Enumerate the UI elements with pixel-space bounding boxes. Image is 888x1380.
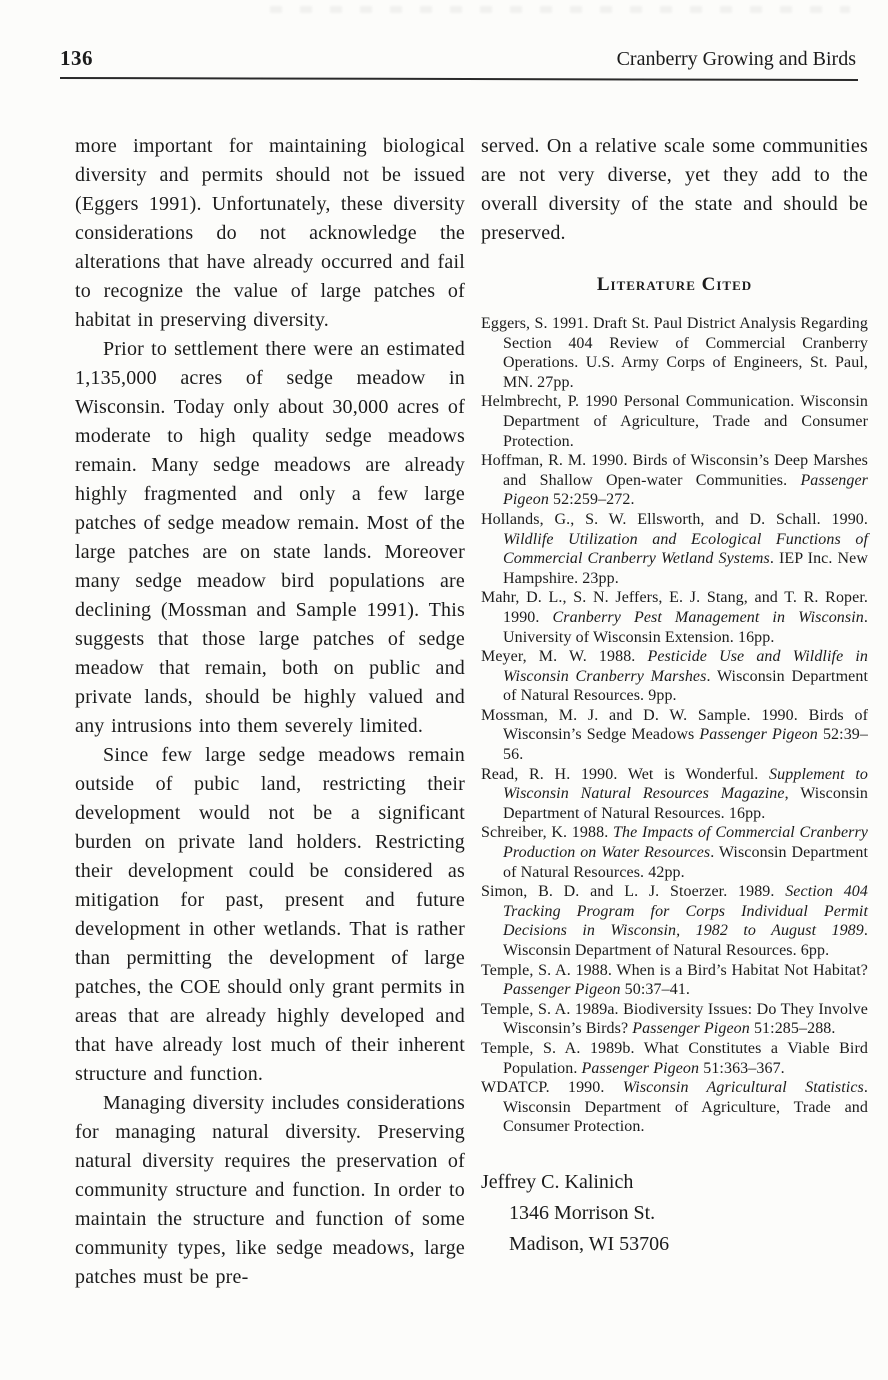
reference-item: Hoffman, R. M. 1990. Birds of Wisconsin’s Deep Marshes and Shallow Open-water Communities. Passenger Pigeon 52:259–272. [481,452,868,509]
running-title: Cranberry Growing and Birds [616,48,856,70]
reference-list [481,314,868,1137]
continuation-paragraph: served. On a relative scale some communities are not very diverse, yet they add to the overall diversity of the state and should be preserved. [481,135,868,244]
reference-item: Helmbrecht, P. 1990 Personal Communication. Wisconsin Department of Agriculture, Trade and Consumer Protection. [481,393,868,450]
paragraph: Prior to settlement there were an estimated 1,135,000 acres of sedge meadow in Wisconsin. Today only about 30,000 acres of moderate to high quality sedge meadows remain. Many sedge meadows are already highly fragmented and only a few large patches of sedge meadow remain. Most of the large patches are on state lands. Moreover many sedge meadow bird populations are declining (Mossman and Sample 1991). This suggests that those large patches of sedge meadow that remain, both on public and private lands, should be highly valued and any intrusions into them severely limited. [75,338,465,737]
reference-item: WDATCP. 1990. Wisconsin Agricultural Statistics. Wisconsin Department of Agriculture, Trade and Consumer Protection. [481,1079,868,1136]
page-number: 136 [60,46,93,70]
right-column [481,132,868,1292]
literature-cited-heading: Literature Cited [596,274,753,295]
paragraph: Managing diversity includes considerations for managing natural diversity. Preserving natural diversity requires the preservation of community structure and function. In order to maintain the structure and function of some community types, like sedge meadows, large patches must be pre- [75,1092,465,1288]
reference-item: Hollands, G., S. W. Ellsworth, and D. Schall. 1990. Wildlife Utilization and Ecological Functions of Commercial Cranberry Wetland Systems. IEP Inc. New Hampshire. 23pp. [481,510,868,587]
page-header [60,46,858,71]
header-rule [60,77,858,81]
paragraph: Since few large sedge meadows remain outside of pubic land, restricting their development would not be a significant burden on private land holders. Restricting their development could be considered as mitigation for past, present and future development in other wetlands. That is rather than permitting the development of large patches, the COE should only grant permits in areas that are already highly developed and that have already lost much of their inherent structure and function. [75,744,465,1085]
author-address [481,1198,868,1260]
reference-item: Mahr, D. L., S. N. Jeffers, E. J. Stang, and T. R. Roper. 1990. Cranberry Pest Management in Wisconsin. University of Wisconsin Extension. 16pp. [481,589,868,646]
reference-item: Mossman, M. J. and D. W. Sample. 1990. Birds of Wisconsin’s Sedge Meadows Passenger Pigeon 52:39–56. [481,706,868,764]
reference-item: Simon, B. D. and L. J. Stoerzer. 1989. Section 404 Tracking Program for Corps Individual Permit Decisions in Wisconsin, 1982 to August 1989. Wisconsin Department of Natural Resources. 6pp. [481,883,868,959]
reference-item: Read, R. H. 1990. Wet is Wonderful. Supplement to Wisconsin Natural Resources Magazine, Wisconsin Department of Natural Resources. 16pp. [481,765,869,822]
author-name: Jeffrey C. Kalinich [481,1170,634,1193]
author-address-line: Madison, WI 53706 [509,1232,670,1255]
reference-item: Eggers, S. 1991. Draft St. Paul District Analysis Regarding Section 404 Review of Commercial Cranberry Operations. U.S. Army Corps of Engineers, St. Paul, MN. 27pp. [481,315,868,391]
reference-item: Temple, S. A. 1989a. Biodiversity Issues: Do They Involve Wisconsin’s Birds? Passenger Pigeon 51:285–288. [481,1000,868,1038]
reference-item: Schreiber, K. 1988. The Impacts of Commercial Cranberry Production on Water Resources. Wisconsin Department of Natural Resources. 42pp. [481,824,868,881]
left-column [75,132,465,1292]
text-columns [75,132,868,1292]
paragraph: more important for maintaining biological diversity and permits should not be issued (Eggers 1991). Unfortunately, these diversity considerations do not acknowledge the alterations that have already occurred and fail to recognize the value of large patches of habitat in preserving diversity. [75,135,465,331]
author-address-line: 1346 Morrison St. [509,1201,656,1224]
reference-item: Temple, S. A. 1988. When is a Bird’s Habitat Not Habitat? Passenger Pigeon 50:37–41. [481,961,868,999]
reference-item: Meyer, M. W. 1988. Pesticide Use and Wildlife in Wisconsin Cranberry Marshes. Wisconsin Department of Natural Resources. 9pp. [481,648,868,705]
scan-artifact [270,6,850,13]
reference-item: Temple, S. A. 1989b. What Constitutes a Viable Bird Population. Passenger Pigeon 51:363–367. [481,1039,868,1077]
author-block [481,1167,868,1260]
